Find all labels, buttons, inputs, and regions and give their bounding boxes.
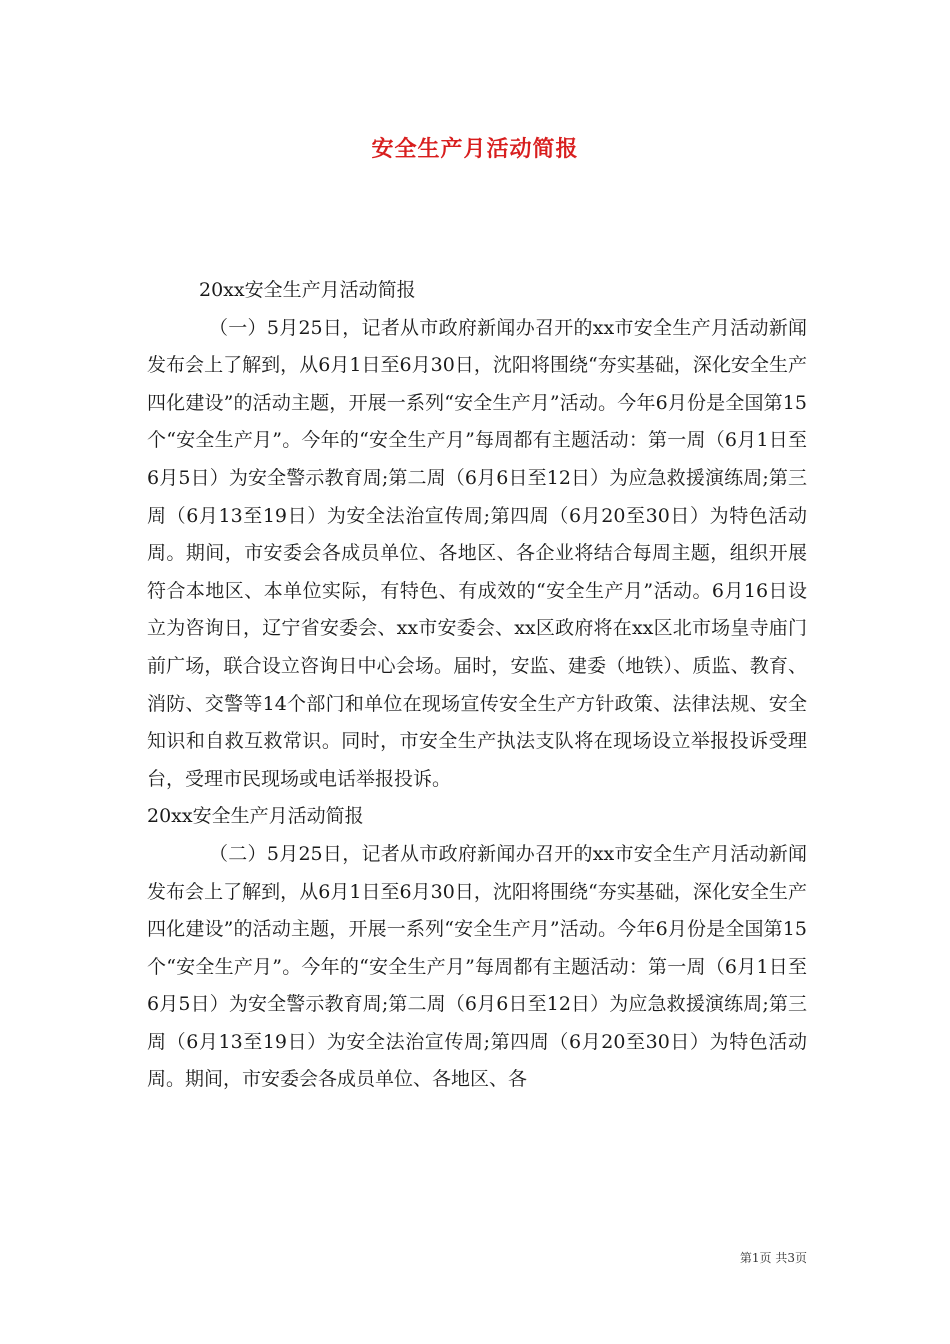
section-1-heading: 20xx安全生产月活动简报 [199, 279, 416, 301]
page-number-footer: 第1页 共3页 [739, 1251, 807, 1265]
document-body [147, 272, 807, 1099]
section-2-paragraph: （二）5月25日，记者从市政府新闻办召开的xx市安全生产月活动新闻发布会上了解到，从6月1日至6月30日，沈阳将围绕“夯实基础，深化安全生产四化建设”的活动主题，开展一系列“安全生产月”活动。今年6月份是全国第15个“安全生产月”。今年的“安全生产月”每周都有主题活动：第一周（6月1日至6月5日）为安全警示教育周;第二周（6月6日至12日）为应急救援演练周;第三周（6月13至19日）为安全法治宣传周;第四周（6月20至30日）为特色活动周。期间，市安委会各成员单位、各地区、各 [147, 842, 807, 1091]
section-1-paragraph: （一）5月25日，记者从市政府新闻办召开的xx市安全生产月活动新闻发布会上了解到，从6月1日至6月30日，沈阳将围绕“夯实基础，深化安全生产四化建设”的活动主题，开展一系列“安全生产月”活动。今年6月份是全国第15个“安全生产月”。今年的“安全生产月”每周都有主题活动：第一周（6月1日至6月5日）为安全警示教育周;第二周（6月6日至12日）为应急救援演练周;第三周（6月13至19日）为安全法治宣传周;第四周（6月20至30日）为特色活动周。期间，市安委会各成员单位、各地区、各企业将结合每周主题，组织开展符合本地区、本单位实际，有特色、有成效的“安全生产月”活动。6月16日设立为咨询日，辽宁省安委会、xx市安委会、xx区政府将在xx区北市场皇寺庙门前广场，联合设立咨询日中心会场。届时，安监、建委（地铁）、质监、教育、消防、交警等14个部门和单位在现场宣传安全生产方针政策、法律法规、安全知识和自救互救常识。同时，市安全生产执法支队将在现场设立举报投诉受理台，受理市民现场或电话举报投诉。 [147, 316, 807, 790]
document-title: 安全生产月活动简报 [371, 136, 579, 162]
section-2-heading: 20xx安全生产月活动简报 [147, 805, 364, 828]
